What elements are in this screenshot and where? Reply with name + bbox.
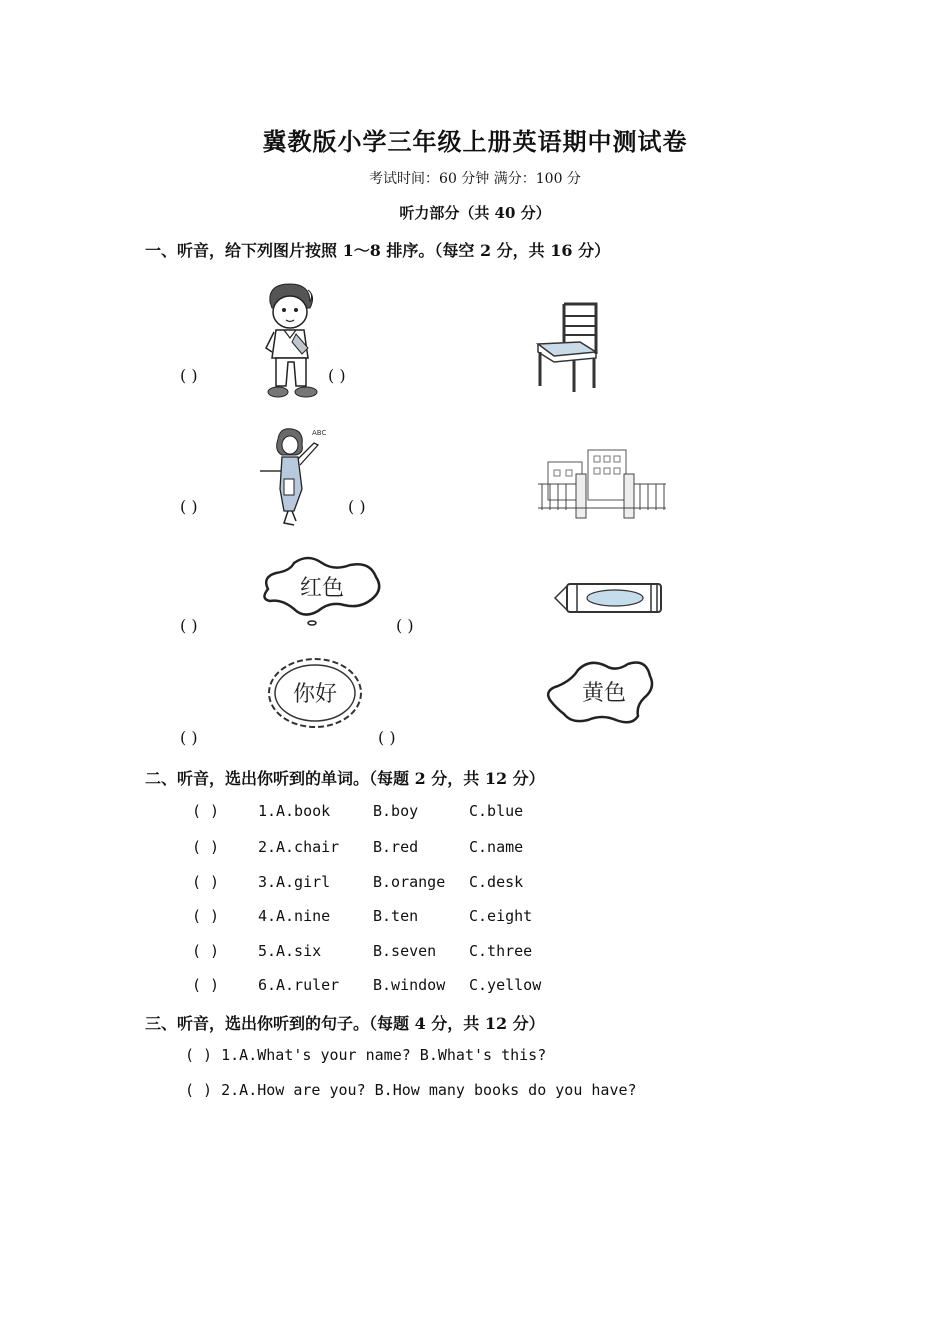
boy-picture — [258, 282, 328, 400]
question-number: 4. — [258, 907, 277, 925]
option-a: A.chair — [276, 838, 340, 856]
option-c: C.desk — [469, 873, 524, 891]
page-title: 冀教版小学三年级上册英语期中测试卷 — [262, 127, 688, 156]
answer-blank[interactable]: ( ) — [192, 976, 220, 994]
option-a: A.ruler — [276, 976, 340, 994]
school-picture — [538, 448, 666, 520]
option-b: B.boy — [373, 802, 419, 820]
yellow-color-splash — [544, 658, 658, 728]
answer-blank[interactable]: ( ) — [180, 728, 198, 747]
option-b: B.ten — [373, 907, 419, 925]
question-number: 5. — [258, 942, 277, 960]
answer-blank[interactable]: ( ) — [396, 616, 414, 635]
option-c: C.blue — [469, 802, 524, 820]
answer-blank[interactable]: ( ) — [192, 838, 220, 856]
question-number: 6. — [258, 976, 277, 994]
question-number: 1. — [258, 802, 277, 820]
sentence-question: ( ) 1.A.What's your name? B.What's this? — [185, 1046, 547, 1064]
option-a: A.book — [276, 802, 331, 820]
sentence-question: ( ) 2.A.How are you? B.How many books do you have? — [185, 1081, 637, 1099]
yellow-label: 黄色 — [581, 681, 627, 706]
answer-blank[interactable]: ( ) — [192, 907, 220, 925]
section1-heading: 一、听音，给下列图片按照 1～8 排序。（每空 2 分，共 16 分） — [145, 241, 611, 260]
option-a: A.six — [276, 942, 322, 960]
option-c: C.yellow — [469, 976, 542, 994]
chair-picture — [530, 302, 602, 394]
option-b: B.seven — [373, 942, 437, 960]
exam-meta: 考试时间：60 分钟 满分：100 分 — [369, 171, 581, 187]
option-a: A.nine — [276, 907, 331, 925]
option-c: C.eight — [469, 907, 533, 925]
answer-blank[interactable]: ( ) — [180, 616, 198, 635]
red-label: 红色 — [299, 576, 345, 601]
option-b: B.red — [373, 838, 419, 856]
option-b: B.orange — [373, 873, 446, 891]
teacher-picture — [260, 425, 332, 527]
hello-label: 你好 — [292, 682, 338, 707]
section2-heading: 二、听音，选出你听到的单词。（每题 2 分，共 12 分） — [145, 769, 545, 788]
answer-blank[interactable]: ( ) — [348, 497, 366, 516]
option-a: A.girl — [276, 873, 331, 891]
red-color-splash — [260, 555, 384, 627]
svg-text:ABC: ABC — [312, 429, 327, 437]
question-number: 3. — [258, 873, 277, 891]
answer-blank[interactable]: ( ) — [328, 366, 346, 385]
answer-blank[interactable]: ( ) — [180, 366, 198, 385]
answer-blank[interactable]: ( ) — [378, 728, 396, 747]
answer-blank[interactable]: ( ) — [180, 497, 198, 516]
hello-word-cloud — [266, 656, 364, 730]
crayon-picture — [553, 578, 669, 618]
option-c: C.name — [469, 838, 524, 856]
part-heading: 听力部分（共 40 分） — [399, 204, 551, 222]
answer-blank[interactable]: ( ) — [192, 942, 220, 960]
answer-blank[interactable]: ( ) — [192, 802, 220, 820]
section3-heading: 三、听音，选出你听到的句子。（每题 4 分，共 12 分） — [145, 1014, 545, 1033]
option-c: C.three — [469, 942, 533, 960]
question-number: 2. — [258, 838, 277, 856]
answer-blank[interactable]: ( ) — [192, 873, 220, 891]
option-b: B.window — [373, 976, 446, 994]
